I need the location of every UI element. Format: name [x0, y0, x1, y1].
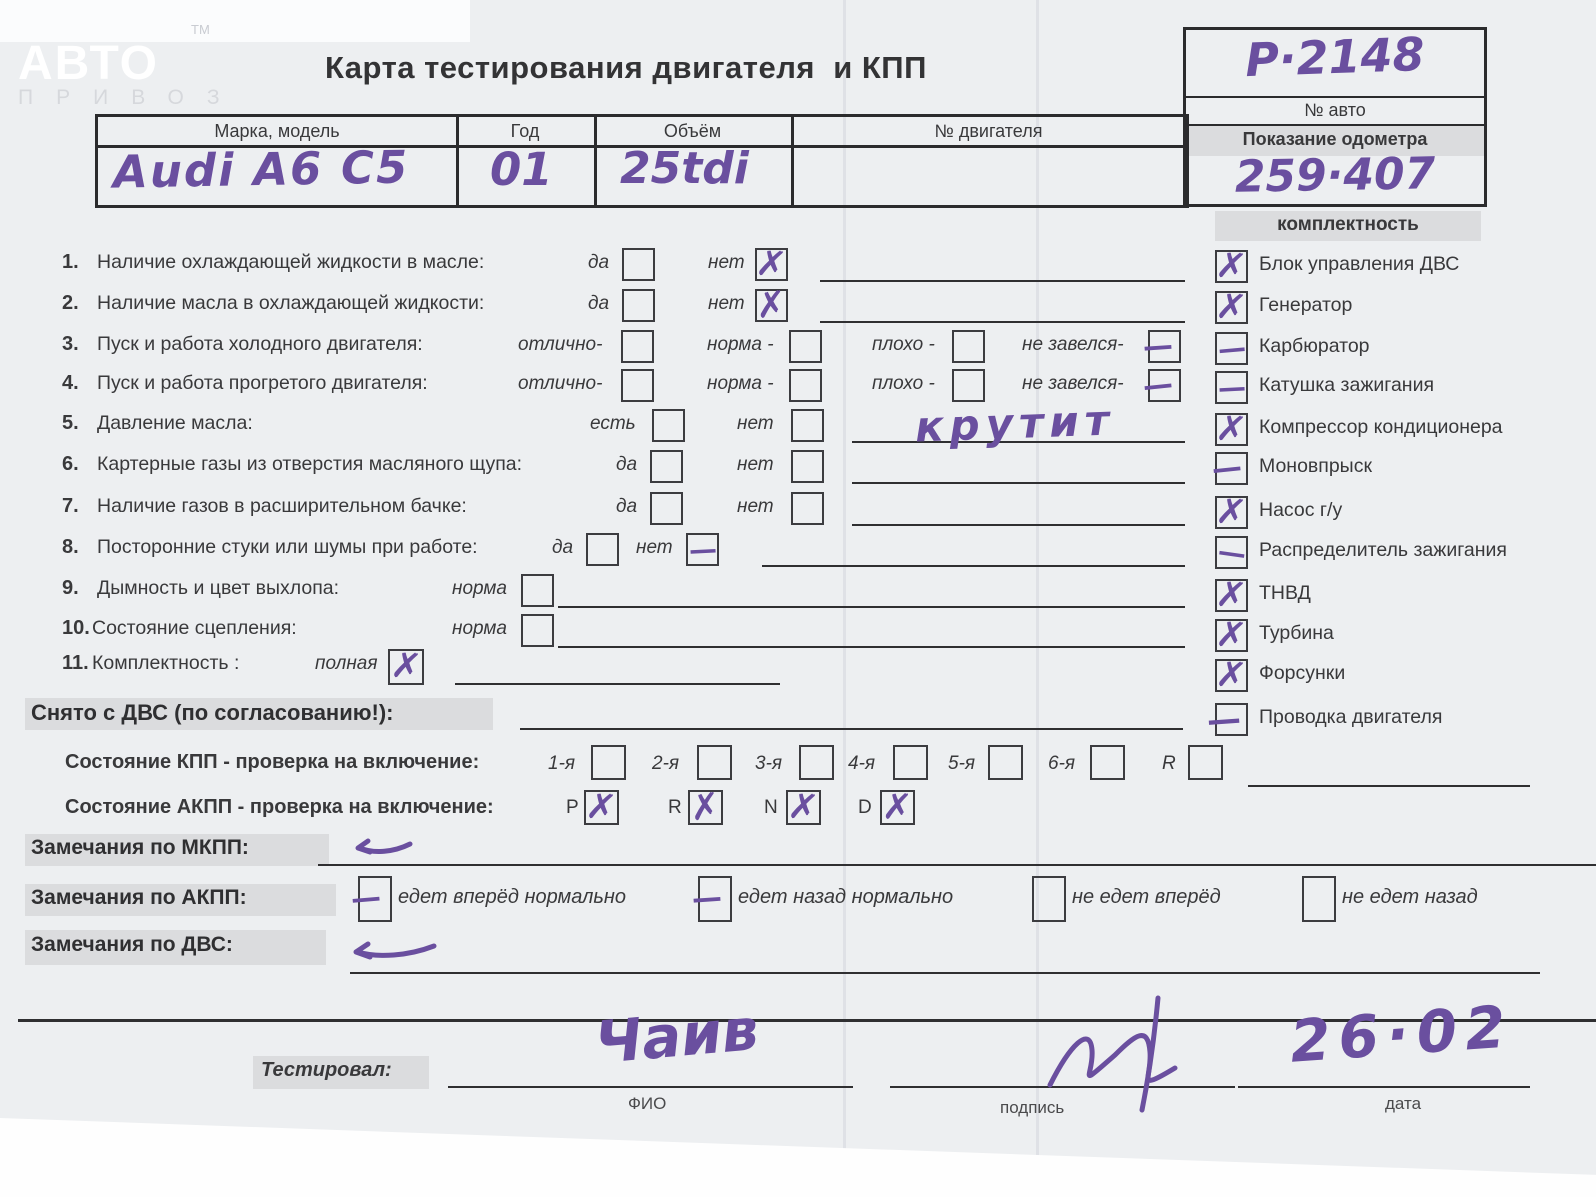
gear-label: 6-я: [1048, 753, 1076, 774]
checkbox: [1215, 371, 1248, 404]
checkbox-mark: ✗: [584, 784, 620, 830]
item-number: 11.: [62, 652, 89, 674]
checkbox-mark: ✗: [881, 785, 914, 829]
header-volume: Объём: [663, 121, 722, 141]
scan-edge-bottom: [0, 1118, 1596, 1197]
dvs-remarks-label: Замечания по ДВС:: [25, 930, 326, 965]
option-label: отлично-: [518, 334, 603, 355]
completeness-item: [1215, 371, 1595, 405]
checkbox: [621, 369, 654, 402]
checkbox: [754, 283, 788, 327]
blank-line: [558, 606, 1185, 608]
checkbox: [697, 745, 732, 780]
completeness-label: Генератор: [1259, 294, 1353, 316]
completeness-label: Форсунки: [1259, 662, 1346, 684]
checkbox: [621, 330, 654, 363]
checkbox-mark: ✗: [1214, 652, 1250, 698]
vehicle-table: [95, 114, 1189, 208]
header-brand: Марка, модель: [214, 121, 340, 141]
option-label: не завелся-: [1022, 373, 1124, 394]
checkbox-mark: ✗: [754, 241, 790, 287]
completeness-item: [1215, 332, 1595, 366]
checkbox: [952, 369, 985, 402]
completeness-label: Катушка зажигания: [1259, 374, 1435, 396]
completeness-item: [1209, 449, 1595, 487]
brand-value: Audi A6 C5: [112, 140, 410, 199]
option-label: да: [616, 454, 638, 475]
pen-stroke-icon: [348, 938, 440, 966]
checkbox: [586, 533, 619, 566]
checkbox-mark: ✗: [1214, 572, 1250, 618]
signature-caption: подпись: [1000, 1098, 1065, 1117]
checkbox: [1032, 876, 1066, 922]
checkbox: [591, 745, 626, 780]
option-label: нет: [737, 413, 774, 434]
blank-line: [852, 482, 1185, 484]
item-label: Комплектность :: [92, 652, 240, 674]
completeness-label: Турбина: [1259, 622, 1334, 644]
option-label: нет: [708, 252, 745, 273]
item-number: 1.: [62, 251, 79, 273]
completeness-label: Насос г/у: [1259, 499, 1343, 521]
gear-label: D: [858, 797, 872, 818]
option-label: норма -: [707, 334, 774, 355]
checkbox: [1188, 745, 1223, 780]
mkpp-remarks-label: Замечания по МКПП:: [25, 834, 329, 866]
akpp-option-label: едет назад нормально: [738, 886, 954, 908]
akpp-option-label: едет вперёд нормально: [398, 886, 627, 908]
checkbox: [893, 745, 928, 780]
gear-label: 3-я: [755, 753, 783, 774]
item-number: 4.: [62, 372, 79, 394]
checkbox: [1205, 698, 1248, 741]
completeness-label: Карбюратор: [1259, 335, 1370, 357]
option-label: норма: [452, 618, 507, 639]
option-label: да: [616, 496, 638, 517]
checkbox: [1214, 612, 1250, 658]
checkbox-mark: ✗: [1214, 406, 1250, 452]
checkbox: [686, 533, 719, 566]
checkbox: [1214, 652, 1250, 698]
checkbox: [789, 330, 822, 363]
car-number-label: № авто: [1304, 100, 1366, 120]
option-label: норма: [452, 578, 507, 599]
akpp-remarks-label: Замечания по АКПП:: [25, 884, 336, 916]
checkbox-mark: —: [1205, 698, 1242, 741]
completeness-item: [1214, 243, 1595, 289]
item-label: Наличие газов в расширительном бачке:: [97, 495, 467, 517]
item-number: 8.: [62, 536, 79, 558]
item-label: Наличие охлаждающей жидкости в масле:: [97, 251, 485, 273]
option-label: не завелся-: [1022, 334, 1124, 355]
checkbox: [1209, 449, 1248, 487]
checkbox-mark: —: [349, 879, 383, 918]
checkbox: [1090, 745, 1125, 780]
completeness-label: Распределитель зажигания: [1259, 539, 1507, 561]
gear-label: 1-я: [548, 753, 576, 774]
completeness-item: [1214, 612, 1595, 658]
date-line: [1238, 1086, 1530, 1088]
checkbox: [988, 745, 1023, 780]
year-value: 01: [490, 143, 553, 196]
item-label: Картерные газы из отверстия масляного щупа:: [97, 453, 523, 475]
blank-line: [820, 321, 1185, 323]
checkbox: [1215, 332, 1248, 365]
completeness-item: [1214, 284, 1595, 330]
checkbox-mark: ✗: [1214, 284, 1250, 330]
checkbox-mark: —: [1216, 330, 1247, 366]
completeness-item: [1205, 698, 1595, 741]
checkbox-mark: ✗: [1214, 243, 1250, 289]
page-title: Карта тестирования двигателя и КПП: [325, 50, 927, 85]
checkbox: [388, 644, 424, 689]
blank-line: [350, 972, 1540, 974]
gear-label: N: [764, 797, 778, 818]
option-label: плохо -: [872, 373, 935, 394]
gear-label: 5-я: [948, 753, 976, 774]
fio-line: [448, 1086, 853, 1088]
checkbox: [799, 745, 834, 780]
item-number: 2.: [62, 292, 79, 314]
checkbox: [1140, 366, 1181, 404]
item-label: Состояние сцепления:: [92, 617, 297, 639]
option-label: полная: [315, 653, 378, 674]
item-label: Пуск и работа прогретого двигателя:: [97, 372, 428, 394]
blank-line: [318, 864, 1596, 866]
checkbox: [791, 492, 824, 525]
checkbox: [622, 289, 655, 322]
akpp-option-label: не едет назад: [1342, 886, 1478, 908]
checkbox: [1215, 533, 1248, 571]
item-label: Пуск и работа холодного двигателя:: [97, 333, 423, 355]
blank-line: [762, 565, 1185, 567]
option-label: нет: [636, 537, 673, 558]
checkbox: [791, 450, 824, 483]
completeness-header: комплектность: [1215, 211, 1481, 241]
item-label: Давление масла:: [97, 412, 253, 434]
kpp-row: [0, 745, 1596, 787]
item-number: 3.: [62, 333, 79, 355]
checkbox: [1214, 284, 1250, 330]
completeness-item: [1214, 652, 1595, 698]
option-label: есть: [590, 413, 636, 434]
akpp-label: Состояние АКПП - проверка на включение:: [65, 796, 494, 818]
option-label: да: [552, 537, 574, 558]
pen-stroke-icon: [352, 836, 416, 860]
option-label: нет: [708, 293, 745, 314]
completeness-label: Моновпрыск: [1259, 455, 1372, 477]
checkbox: [754, 241, 790, 287]
checkbox-mark: —: [1140, 366, 1175, 404]
blank-line: [520, 728, 1183, 730]
checkbox-mark: ✗: [688, 785, 723, 829]
checkbox: [1214, 572, 1250, 618]
gear-label: 2-я: [652, 753, 680, 774]
kpp-label: Состояние КПП - проверка на включение:: [65, 751, 480, 773]
checkbox: [652, 409, 685, 442]
logo-text: АВТО: [18, 37, 159, 90]
completeness-item: [1214, 406, 1595, 452]
completeness-label: ТНВД: [1259, 582, 1311, 604]
completeness-item: [1214, 489, 1595, 535]
item-number: 10.: [62, 617, 90, 639]
option-label: да: [588, 252, 610, 273]
logo-subtext: ПРИВОЗ: [18, 86, 243, 109]
checkbox-mark: —: [687, 531, 718, 567]
item-label: Наличие масла в охлаждающей жидкости:: [97, 292, 485, 314]
checkbox: [688, 785, 723, 829]
checkbox: [1214, 489, 1250, 535]
checkbox: [1214, 406, 1250, 452]
blank-line: [852, 524, 1185, 526]
checkbox-mark: —: [1215, 533, 1248, 571]
odometer-label: Показание одометра: [1186, 124, 1484, 156]
akpp-option-label: не едет вперёд: [1072, 886, 1221, 908]
item-number: 6.: [62, 453, 79, 475]
gear-label: R: [1162, 753, 1176, 774]
completeness-label: Блок управления ДВС: [1259, 253, 1460, 275]
checkbox: [1302, 876, 1336, 922]
checkbox: [786, 784, 822, 830]
option-label: отлично-: [518, 373, 603, 394]
option-label: нет: [737, 454, 774, 475]
car-number-box: [1183, 27, 1487, 207]
blank-line: [1248, 785, 1530, 787]
checkbox-mark: —: [1141, 327, 1174, 365]
option-label: да: [588, 293, 610, 314]
checkbox: [650, 450, 683, 483]
blank-line: [455, 683, 780, 685]
signature: [1030, 990, 1240, 1115]
completeness-item: [1215, 533, 1595, 571]
car-number-value: Р·2148: [1244, 26, 1426, 88]
date-caption: дата: [1385, 1094, 1422, 1113]
checkbox-mark: —: [1209, 449, 1244, 487]
completeness-label: Компрессор кондиционера: [1259, 416, 1503, 438]
completeness-item: [1214, 572, 1595, 618]
item-label: Дымность и цвет выхлопа:: [97, 577, 340, 599]
handwritten-note: крутит: [914, 395, 1116, 452]
checkbox: [521, 614, 554, 647]
odometer-value: 259·407: [1234, 148, 1436, 203]
tested-by-label: Тестировал:: [253, 1056, 429, 1089]
checkbox-mark: —: [690, 879, 724, 918]
item-label: Посторонние стуки или шумы при работе:: [97, 536, 478, 558]
completeness-label: Проводка двигателя: [1259, 706, 1443, 728]
checkbox: [1214, 243, 1250, 289]
date-handwritten: 26·02: [1287, 992, 1516, 1076]
checkbox: [791, 409, 824, 442]
checkbox-mark: ✗: [1214, 612, 1250, 658]
header-engine-no: № двигателя: [934, 121, 1043, 141]
item-number: 7.: [62, 495, 79, 517]
checkbox: [349, 876, 392, 922]
volume-value: 25tdi: [620, 143, 749, 194]
fio-handwritten: Чаив: [592, 995, 762, 1077]
checkbox: [690, 876, 732, 922]
option-label: нет: [737, 496, 774, 517]
checkbox-mark: —: [1216, 369, 1247, 405]
blank-line: [558, 646, 1185, 648]
checkbox: [789, 369, 822, 402]
fio-caption: ФИО: [628, 1094, 667, 1113]
option-label: норма -: [707, 373, 774, 394]
checkbox: [1141, 327, 1181, 365]
gear-label: P: [566, 797, 579, 818]
header-year: Год: [510, 121, 540, 141]
logo-tm: ТМ: [191, 22, 210, 37]
blank-line: [820, 280, 1185, 282]
checkbox: [622, 248, 655, 281]
checkbox-mark: ✗: [388, 644, 424, 689]
checkbox: [880, 785, 915, 829]
checkbox: [521, 574, 554, 607]
removed-from-engine-header: Снято с ДВС (по согласованию!):: [25, 698, 493, 730]
checkbox: [952, 330, 985, 363]
gear-label: 4-я: [848, 753, 876, 774]
checkbox-mark: ✗: [1214, 489, 1250, 535]
checkbox-mark: ✗: [754, 283, 788, 327]
item-number: 5.: [62, 412, 79, 434]
akpp-row: [0, 784, 1596, 830]
option-label: плохо -: [872, 334, 935, 355]
checkbox: [584, 784, 620, 830]
item-number: 9.: [62, 577, 79, 599]
checkbox-mark: ✗: [786, 784, 822, 830]
checkbox: [650, 492, 683, 525]
gear-label: R: [668, 797, 682, 818]
